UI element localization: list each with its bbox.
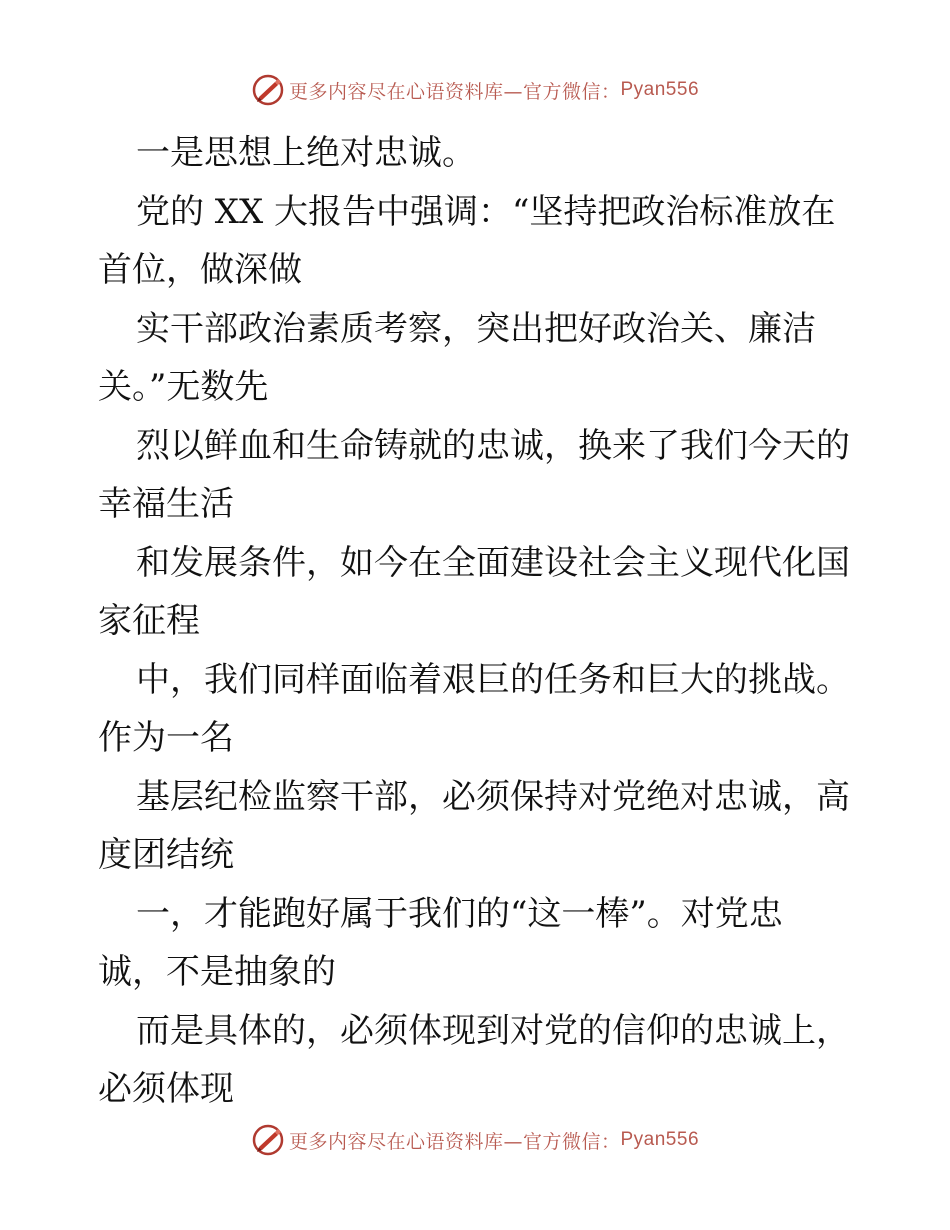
body-line: 一是思想上绝对忠诚。 [136,133,476,173]
body-line: 家征程 [98,601,200,641]
document-body [98,124,858,1119]
watermark-wechat-id: Pyan556 [620,79,700,100]
watermark-text: 更多内容尽在心语资料库—官方微信： [288,80,621,103]
watermark-text: 更多内容尽在心语资料库—官方微信： [288,1130,621,1153]
quill-logo-icon [251,73,285,107]
body-line: 烈以鲜血和生命铸就的忠诚，换来了我们今天的 [136,425,850,466]
body-line: 度团结统 [98,835,234,875]
body-line: 关。”无数先 [98,367,269,407]
watermark-wechat-id: Pyan556 [620,1129,700,1150]
body-line: 实干部政治素质考察，突出把好政治关、廉洁 [136,308,816,349]
body-line: 幸福生活 [98,484,234,524]
body-line: 和发展条件，如今在全面建设社会主义现代化国 [136,542,850,583]
header-watermark [0,72,950,108]
body-line: 首位，做深做 [98,250,302,290]
body-line: 诚，不是抽象的 [98,952,336,992]
body-line: 必须体现 [98,1069,234,1109]
body-line: 一，才能跑好属于我们的“这一棒”。对党忠 [136,893,783,934]
body-line: 党的 XX 大报告中强调：“坚持把政治标准放在 [136,191,836,232]
body-line: 作为一名 [98,718,234,758]
footer-watermark [0,1122,950,1158]
body-line: 中，我们同样面临着艰巨的任务和巨大的挑战。 [136,659,850,700]
body-line: 基层纪检监察干部，必须保持对党绝对忠诚，高 [136,776,850,817]
quill-logo-icon [251,1123,285,1157]
body-line: 而是具体的，必须体现到对党的信仰的忠诚上， [136,1010,850,1051]
